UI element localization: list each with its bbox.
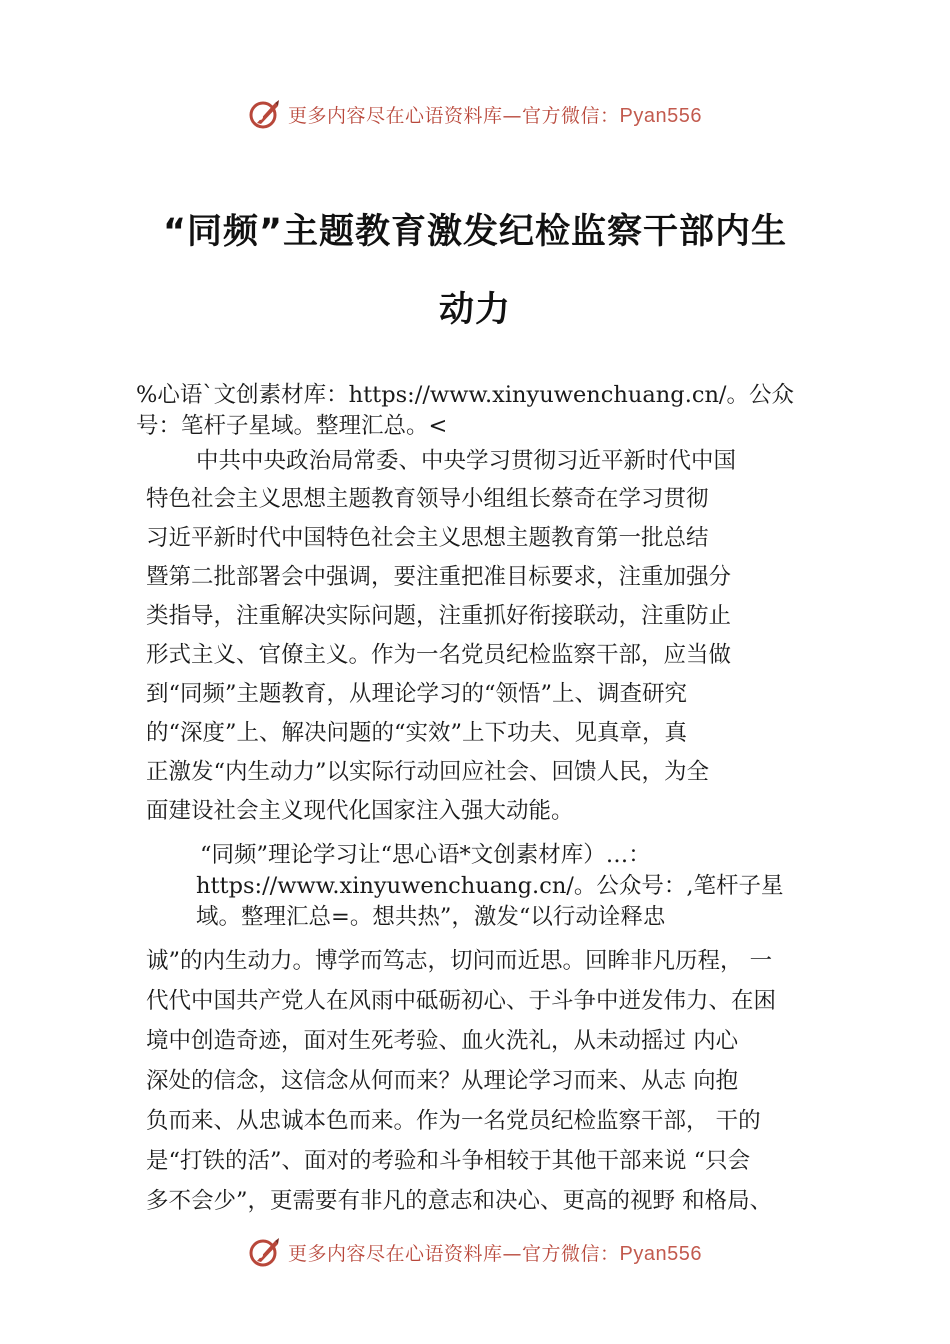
document-title-line-2: 动力 [438,290,511,330]
banner-text: 更多内容尽在心语资料库—官方微信：Pyan556 [288,104,702,127]
paragraph-line: 习近平新时代中国特色社会主义思想主题教育第一批总结 [146,525,709,551]
paragraph-line: 特色社会主义思想主题教育领导小组组长蔡奇在学习贯彻 [146,486,709,512]
section-heading-line: “同频”理论学习让“思心语*文创素材库）…： [200,842,651,868]
quill-logo-icon [248,1235,282,1269]
header-banner [0,94,950,134]
paragraph-line: 代代中国共产党人在风雨中砥砺初心、于斗争中迸发伟力、在困 [146,988,777,1014]
wechat-id: Pyan556 [619,1242,702,1265]
paragraph-line: 深处的信念，这信念从何而来？从理论学习而来、从志 向抱 [146,1068,739,1094]
paragraph-line: 负而来、从忠诚本色而来。作为一名党员纪检监察干部， 干的 [146,1108,761,1134]
paragraph-line: 形式主义、官僚主义。作为一名党员纪检监察干部，应当做 [146,642,732,668]
paragraph-line: 到“同频”主题教育，从理论学习的“领悟”上、调查研究 [146,681,688,707]
banner-text: 更多内容尽在心语资料库—官方微信：Pyan556 [288,1242,702,1265]
wechat-id: Pyan556 [619,104,702,127]
section-heading-line: 域。整理汇总=。想共热”，激发“以行动诠释忠 [196,904,666,930]
paragraph-line: 诚”的内生动力。博学而笃志，切问而近思。回眸非凡历程， 一 [146,948,773,974]
paragraph-line: 面建设社会主义现代化国家注入强大动能。 [146,798,574,824]
paragraph-line: 正激发“内生动力”以实际行动回应社会、回馈人民，为全 [146,759,710,785]
paragraph-line: 中共中央政治局常委、中央学习贯彻习近平新时代中国 [196,448,737,474]
paragraph-line: 类指导，注重解决实际问题，注重抓好衔接联动，注重防止 [146,603,732,629]
paragraph-line: 境中创造奇迹，面对生死考验、血火洗礼，从未动摇过 内心 [146,1028,739,1054]
paragraph-line: 暨第二批部署会中强调，要注重把准目标要求，注重加强分 [146,564,732,590]
paragraph-line: 的“深度”上、解决问题的“实效”上下功夫、见真章，真 [146,720,688,746]
quill-logo-icon [248,97,282,131]
document-title-line-1: “同频”主题教育激发纪检监察干部内生 [162,212,787,252]
section-heading-line: https://www.xinyuwenchuang.cn/。公众号：,笔杆子星 [196,873,784,899]
paragraph-line: 多不会少”，更需要有非凡的意志和决心、更高的视野 和格局、 [146,1188,773,1214]
source-note-line: 号：笔杆子星域。整理汇总。< [136,413,448,439]
footer-banner [0,1232,950,1272]
paragraph-line: 是“打铁的活”、面对的考验和斗争相较于其他干部来说 “只会 [146,1148,751,1174]
source-note-line: %心语`文创素材库：https://www.xinyuwenchuang.cn/。公众 [136,382,795,408]
